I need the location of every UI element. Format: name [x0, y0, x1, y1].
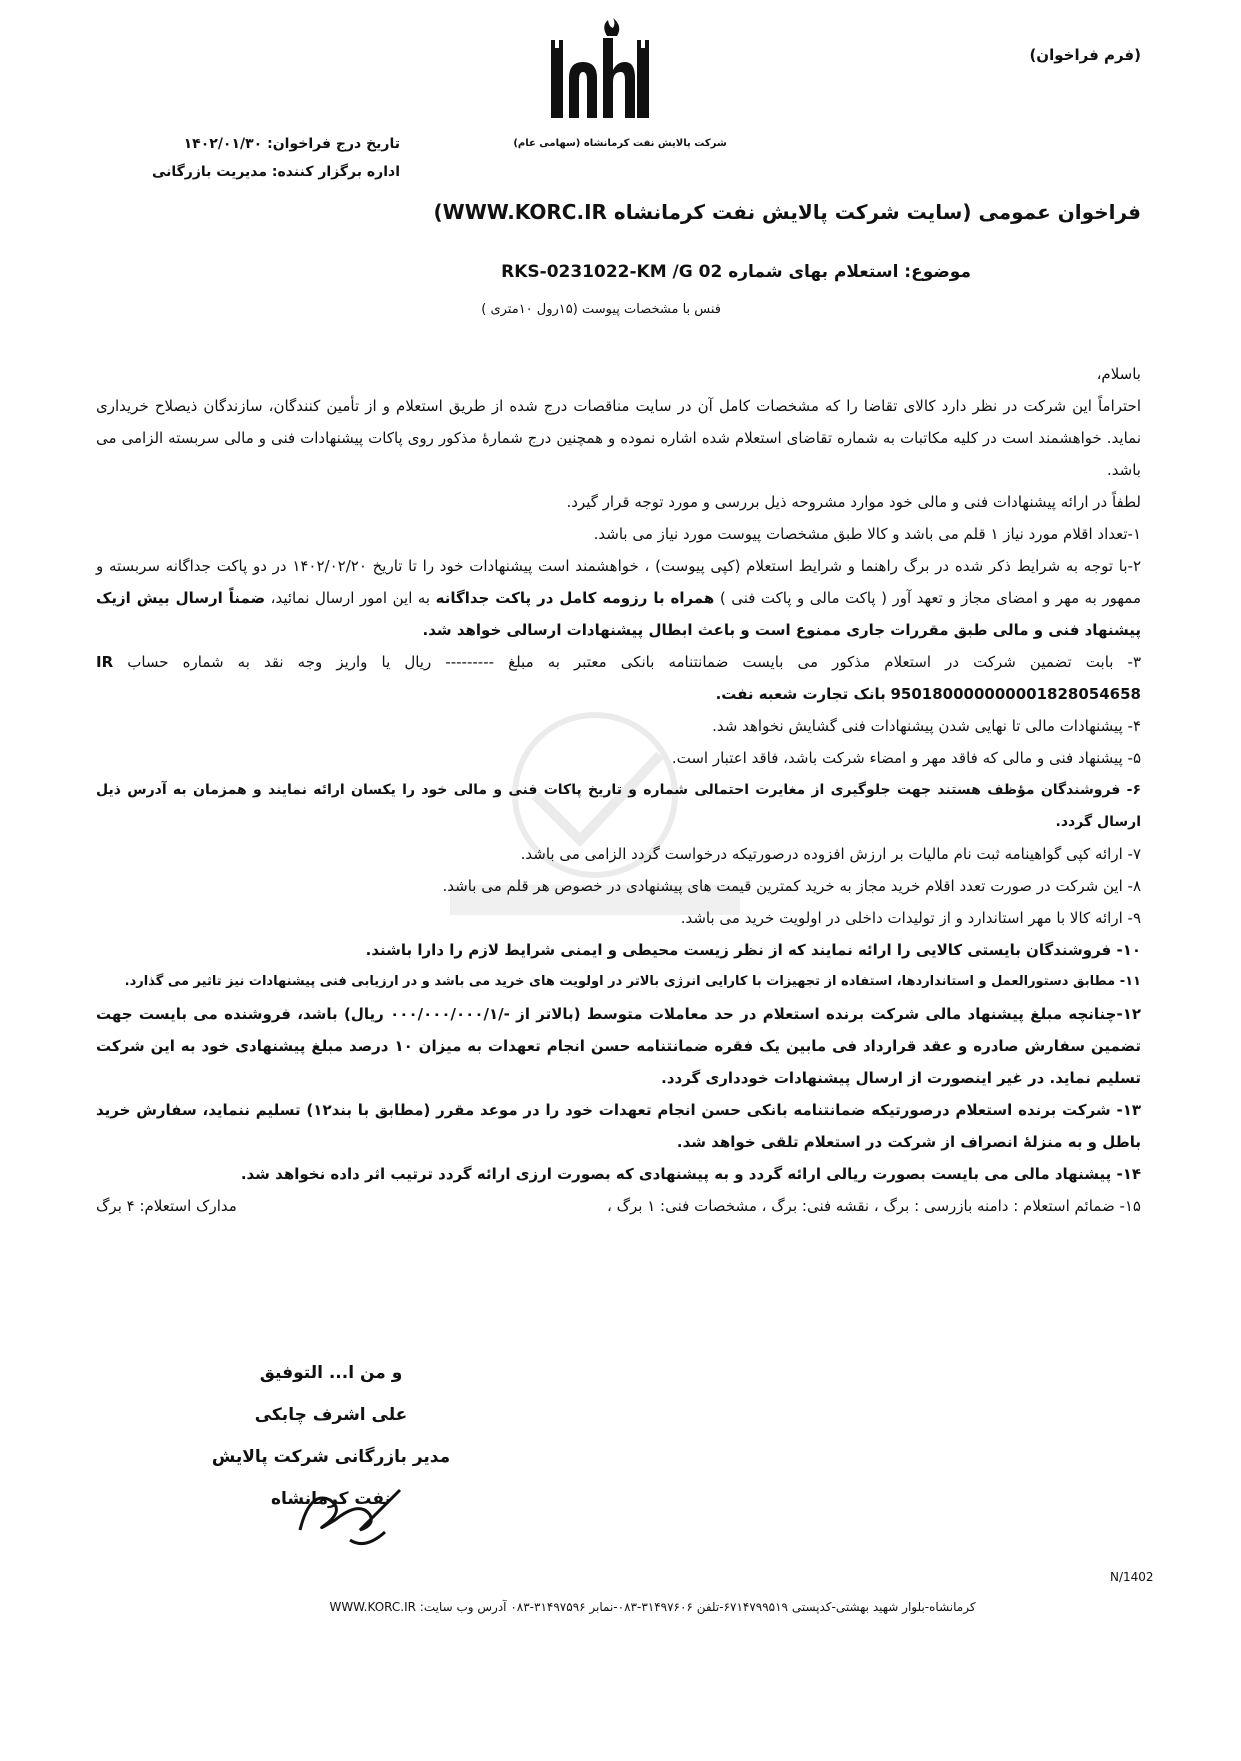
item-7: ۷- ارائه کپی گواهینامه ثبت نام مالیات بر ارزش افزوده درصورتیکه درخواست گردد الزامی می باشد. [520, 845, 1141, 863]
item-3-text: ۳- بابت تضمین شرکت در استعلام مذکور می بایست ضمانتنامه بانکی معتبر به مبلغ --------- ریال یا واریز وجه نقد به شماره حساب [127, 653, 1141, 671]
document-meta [120, 130, 400, 186]
instruction-note: لطفاً در ارائه پیشنهادات فنی و مالی خود موارد مشروحه ذیل بررسی و مورد توجه قرار گیرد. [566, 493, 1141, 511]
footer-address: کرمانشاه-بلوار شهید بهشتی-کدپستی ۶۷۱۴۷۹۹۵۱۹-تلفن ۳۱۴۹۷۶۰۶-۰۸۳-نمابر ۳۱۴۹۷۵۹۶-۰۸۳ آدرس وب سایت: WWW.KORC.IR [329, 1600, 976, 1614]
item-1: ۱-تعداد اقلام مورد نیاز ۱ قلم می باشد و کالا طبق مشخصات پیوست مورد نیاز می باشد. [593, 525, 1141, 543]
company-name-under-logo: شرکت پالایش نفت کرمانشاه (سهامی عام) [513, 138, 727, 149]
item-10: ۱۰- فروشندگان بایستی کالایی را ارائه نمایند که از نظر زیست محیطی و ایمنی شرایط لازم را دارا باشند. [365, 941, 1141, 959]
item-4: ۴- پیشنهادات مالی تا نهایی شدن پیشنهادات فنی گشایش نخواهد شد. [712, 717, 1141, 735]
item-11: ۱۱- مطابق دستورالعمل و استانداردها، استفاده از تجهیزات با کارایی انرژی بالاتر در اولویت های خرید می باشد و در ارزیابی فنی پیشنهادات نیز تاثیر می گذارد. [124, 974, 1141, 989]
iban-number: IR 950180000000001828054658 [96, 653, 1141, 703]
item-15-documents: مدارک استعلام: ۴ برگ [96, 1197, 237, 1215]
item-6: ۶- فروشندگان مؤظف هستند جهت جلوگیری از مغایرت احتمالی شماره و تاریخ پاکات فنی و مالی خود را یکسان ارائه نمایند و همزمان به آدرس ذیل ارسال گردد. [96, 782, 1141, 830]
item-8: ۸- این شرکت در صورت تعدد اقلام خرید مجاز به خرید کمترین قیمت های پیشنهادی در خصوص هر قلم می باشد. [442, 877, 1141, 895]
subject-line: موضوع: استعلام بهای شماره RKS-0231022-KM /G 02 [501, 262, 971, 282]
form-label: (فرم فراخوان) [1029, 46, 1141, 64]
handwritten-signature [290, 1470, 420, 1560]
greeting: باسلام، [1096, 365, 1141, 383]
closing-phrase: و من ا... التوفیق [259, 1363, 403, 1383]
letter-body [96, 358, 1141, 1222]
reference-code: N/1402 [1110, 1570, 1154, 1584]
item-15 [96, 1190, 1141, 1222]
page-title: فراخوان عمومی (سایت شرکت پالایش نفت کرمانشاه WWW.KORC.IR) [433, 200, 1141, 224]
item-2-warning: ضمناً ارسال بیش ازیک پیشنهاد فنی و مالی طبق مقررات جاری ممنوع است و باعث ابطال پیشنهادات ارسالی خواهد شد. [96, 589, 1141, 639]
bank-name: بانک تجارت شعبه نفت. [715, 685, 886, 703]
item-2-text: ۲-با توجه به شرایط ذکر شده در برگ راهنما و شرایط استعلام (کپی پیوست) ، خواهشمند است پیشنهادات خود را تا تاریخ ۱۴۰۲/۰۲/۲۰ در دو پاکت جداگانه سربسته و ممهور به مهر و امضای مجاز و تعهد آور ( پاکت مالی و پاکت فنی ) [96, 557, 1142, 607]
item-2-send: به این امور ارسال نمائید، [270, 589, 431, 607]
signer-name: علی اشرف چابکی [254, 1405, 408, 1425]
item-2-resume: همراه با رزومه کامل در پاکت جداگانه [435, 589, 715, 607]
signer-title: مدیر بازرگانی شرکت پالایش نفت کرمانشاه [211, 1447, 451, 1509]
item-9: ۹- ارائه کالا با مهر استاندارد و از تولیدات داخلی در اولویت خرید می باشد. [680, 909, 1141, 927]
item-15-attachments: ۱۵- ضمائم استعلام : دامنه بازرسی : برگ ، نقشه فنی: برگ ، مشخصات فنی: ۱ برگ ، [606, 1197, 1141, 1215]
item-12: ۱۲-چنانچه مبلغ پیشنهاد مالی شرکت برنده استعلام در حد معاملات متوسط (بالاتر از -/۰۰۰/۰۰۰/۰۰۰/۱ ریال) باشد، فروشنده می بایست جهت تضمین سفارش صادره و عقد قرارداد فی مابین یک فقره ضمانتنامه حسن انجام تعهدات به میزان ۱۰ درصد مبلغ پیشنهادی خود به این شرکت تسلیم نماید. در غیر اینصورت از ارسال پیشنهادات خودداری گردد. [96, 1005, 1141, 1087]
intro-paragraph: احتراماً این شرکت در نظر دارد کالای تقاضا را که مشخصات کامل آن در سایت مناقصات درج شده از طریق استعلام و از تأمین کنندگان، سازندگان ذیصلاح خریداری نماید. خواهشمند است در کلیه مکاتبات به شماره تقاضای استعلام شده اشاره نموده و همچنین درج شمارهٔ مذکور روی پاکات پیشنهادات فنی و مالی سربسته الزامی می باشد. [96, 397, 1141, 479]
item-3 [96, 646, 1141, 710]
item-5: ۵- پیشنهاد فنی و مالی که فاقد مهر و امضاء شرکت باشد، فاقد اعتبار است. [671, 749, 1141, 767]
item-2 [96, 550, 1141, 646]
item-14: ۱۴- پیشنهاد مالی می بایست بصورت ریالی ارائه گردد و به پیشنهادی که بصورت ارزی ارائه گردد ترتیب اثر داده نخواهد شد. [240, 1165, 1141, 1183]
organizer: اداره برگزار کننده: مدیریت بازرگانی [151, 164, 400, 180]
subject-detail: فنس با مشخصات پیوست (۱۵رول ۱۰متری ) [481, 302, 721, 317]
publish-date: تاریخ درج فراخوان: ۱۴۰۲/۰۱/۳۰ [183, 136, 400, 152]
item-13: ۱۳- شرکت برنده استعلام درصورتیکه ضمانتنامه بانکی حسن انجام تعهدات خود را در موعد مقرر (مطابق با بند۱۲) تسلیم ننماید، سفارش خرید باطل و به منزلهٔ انصراف از شرکت در استعلام تلقی خواهد شد. [96, 1101, 1142, 1151]
refinery-logo-icon [545, 18, 655, 128]
